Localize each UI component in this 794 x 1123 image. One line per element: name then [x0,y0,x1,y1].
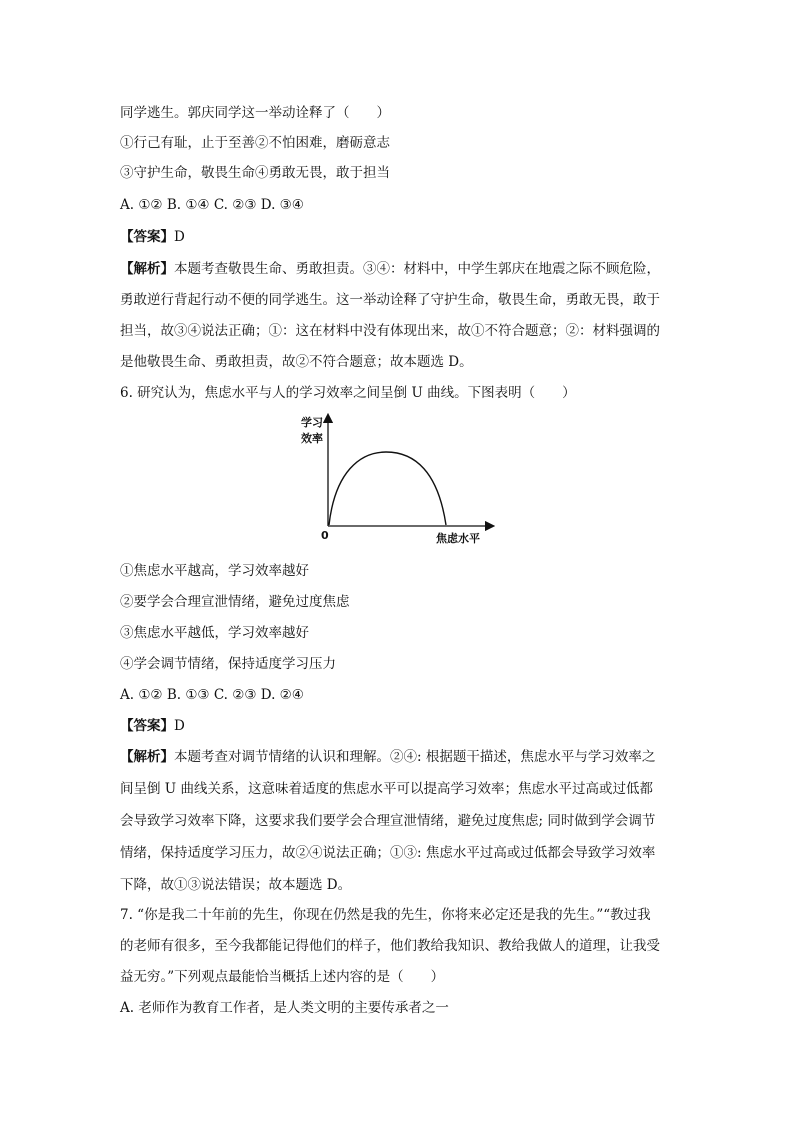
q5-answer-value: D [174,229,185,245]
q7-option-a: A. 老师作为教育工作者，是人类文明的主要传承者之一 [120,1000,449,1016]
q6-analysis-line-1 [120,748,680,766]
q6-answer-value: D [174,718,185,734]
q5-choices: A. ①② B. ①④ C. ②③ D. ③④ [120,197,304,213]
origin-label: 0 [321,529,329,542]
q5-analysis-line-2: 勇敢逆行背起行动不便的同学逃生。这一举动诠释了守护生命，敬畏生命，勇敢无畏，敢于 [120,292,660,308]
q5-analysis-tag: 【解析】 [120,261,174,277]
q6-option-1: ①焦虑水平越高，学习效率越好 [120,563,309,579]
inverted-u-curve-figure [300,412,500,554]
q5-answer-tag: 【答案】 [120,229,174,245]
x-axis-label: 焦虑水平 [436,532,480,545]
q5-options-3-4: ③守护生命，敬畏生命④勇敢无畏，敢于担当 [120,165,390,181]
q6-analysis-line-2: 间呈倒 U 曲线关系，这意味着适度的焦虑水平可以提高学习效率；焦虑水平过高或过低都 [120,781,653,797]
q6-answer-tag: 【答案】 [120,718,174,734]
q7-stem-line-2: 的老师有很多，至今我都能记得他们的样子，他们教给我知识、教给我做人的道理，让我受 [120,938,660,954]
q7-stem-line-3: 益无穷。”下列观点最能恰当概括上述内容的是（ ） [120,969,445,985]
q5-analysis-line-4: 是他敬畏生命、勇敢担责，故②不符合题意；故本题选 D。 [120,354,473,370]
q6-option-4: ④学会调节情绪，保持适度学习压力 [120,656,336,672]
q6-option-2: ②要学会合理宣泄情绪，避免过度焦虑 [120,594,350,610]
q6-analysis-text-1: 本题考查对调节情绪的认识和理解。②④: 根据题干描述，焦虑水平与学习效率之 [174,749,656,765]
inverted-u-curve-svg [300,412,500,554]
q6-analysis-line-4: 情绪，保持适度学习压力，故②④说法正确；①③: 焦虑水平过高或过低都会导致学习效率 [120,845,656,861]
inverted-u-curve [329,452,446,525]
q6-stem: 6. 研究认为，焦虑水平与人的学习效率之间呈倒 U 曲线。下图表明（ ） [120,385,576,401]
q6-analysis-line-3: 会导致学习效率下降，这要求我们要学会合理宣泄情绪，避免过度焦虑; 同时做到学会调节 [120,813,656,829]
q5-answer [120,228,680,246]
y-axis-label-1: 学习 [301,416,323,429]
q5-analysis-line-1 [120,260,680,278]
q5-stem-tail: 同学逃生。郭庆同学这一举动诠释了（ ） [120,105,390,121]
q5-analysis-text-1: 本题考查敬畏生命、勇敢担责。③④：材料中，中学生郭庆在地震之际不顾危险， [174,261,660,277]
q5-options-1-2: ①行己有耻，止于至善②不怕困难，磨砺意志 [120,135,390,151]
q6-analysis-line-5: 下降，故①③说法错误；故本题选 D。 [120,877,352,893]
q7-stem-line-1: 7. “你是我二十年前的先生，你现在仍然是我的先生，你将来必定还是我的先生。”“教过我 [120,907,651,923]
y-axis-label-2: 效率 [301,432,323,445]
q5-analysis-line-3: 担当，故③④说法正确；①：这在材料中没有体现出来，故①不符合题意；②：材料强调的 [120,323,660,339]
q6-option-3: ③焦虑水平越低，学习效率越好 [120,625,309,641]
q6-analysis-tag: 【解析】 [120,749,174,765]
q6-answer [120,717,680,735]
q6-choices: A. ①② B. ①③ C. ②③ D. ②④ [120,687,304,703]
